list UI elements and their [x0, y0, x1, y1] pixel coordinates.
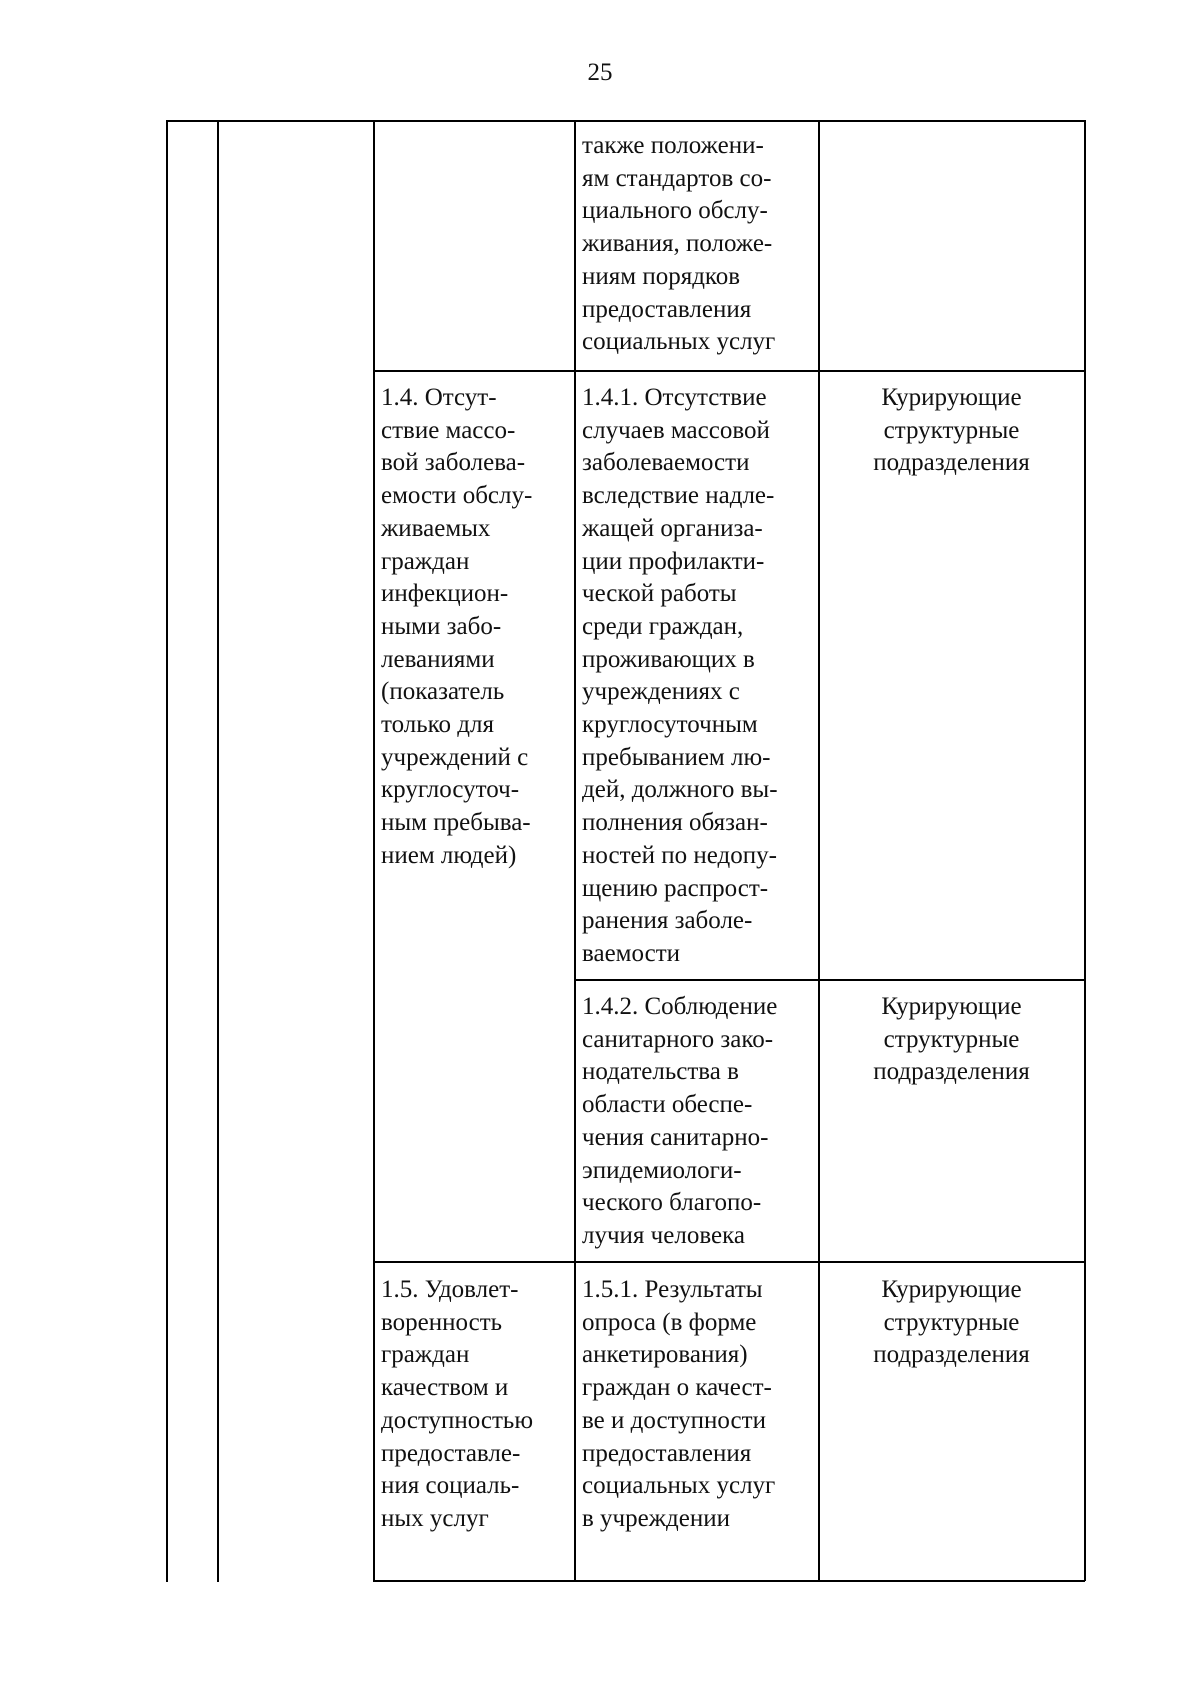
row-divider-3: [373, 1261, 1085, 1263]
table-border-right: [1084, 120, 1086, 1581]
column-divider-3: [574, 120, 576, 1581]
row-2-criterion: 1.4. Отсут- ствие массо- вой заболева- емости обслу- живаемых граждан инфекцион- ными забо- леваниями (показатель только для учреждений с круглосуточ- ным пребыва- нием людей): [381, 384, 533, 869]
row-1-indicator: также положени- ям стандартов со- циального обслу- живания, положе- ниям порядков предоставления социальных услуг: [582, 132, 776, 356]
page-number: 25: [587, 59, 613, 86]
row-4-responsible: Курирующие структурные подразделения: [873, 1276, 1030, 1369]
row-4-indicator: 1.5.1. Результаты опроса (в форме анкетирования) граждан о качест- ве и доступности предоставления социальных услуг в учреждении: [582, 1276, 776, 1532]
row-2-indicator: 1.4.1. Отсутствие случаев массовой заболеваемости вследствие надле- жащей организа- ции профилакти- ческой работы среди граждан, проживающих в учреждениях с круглосуточным пребыванием лю- дей, должного вы- полнения обязан- ностей по недопу- щению распрост- ранения заболе- ваемости: [582, 384, 778, 967]
table-border-bottom: [373, 1580, 1085, 1582]
column-divider-1: [217, 120, 219, 1582]
table-border-left: [166, 120, 168, 1582]
row-3-responsible: Курирующие структурные подразделения: [873, 993, 1030, 1086]
row-divider-1: [373, 370, 1085, 372]
table-border-top: [166, 120, 1085, 122]
row-4-criterion: 1.5. Удовлет- воренность граждан качеством и доступностью предоставле- ния социаль- ных услуг: [381, 1276, 534, 1532]
column-divider-2: [373, 120, 375, 1582]
row-divider-2: [574, 979, 1085, 981]
row-2-responsible: Курирующие структурные подразделения: [873, 384, 1030, 477]
row-3-indicator: 1.4.2. Соблюдение санитарного зако- нодательства в области обеспе- чения санитарно- эпидемиологи- ческого благопо- лучия человека: [582, 993, 778, 1249]
